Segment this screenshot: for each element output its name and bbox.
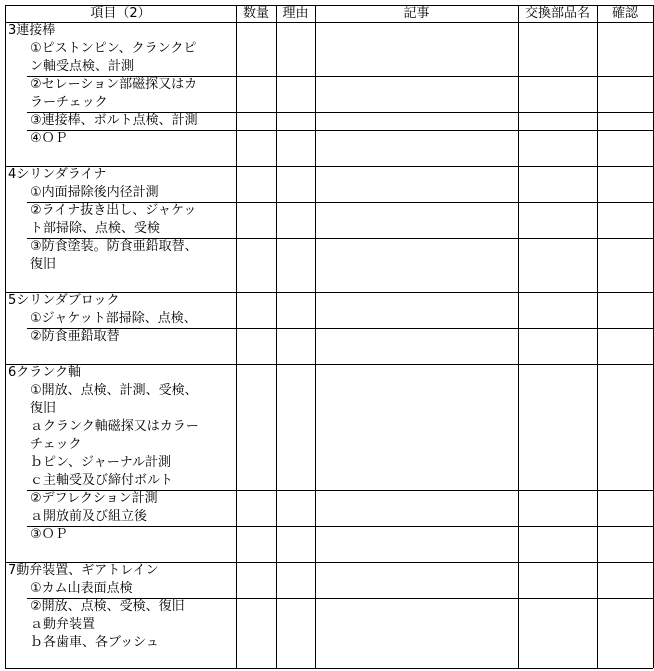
item-line: ②セレーション部磁探又はカ	[30, 77, 198, 92]
item-line: ④ＯＰ	[30, 131, 68, 146]
item-line: ①内面掃除後内径計測	[30, 185, 159, 200]
item-line: 復旧	[30, 401, 57, 416]
item-line: ①ジャケット部掃除、点検、	[30, 311, 197, 326]
section-title: 7動弁装置、ギアトレイン	[8, 563, 159, 578]
grid-line	[518, 5, 519, 668]
header-replaced-parts: 交換部品名	[524, 6, 590, 21]
item-line: ①開放、点検、計測、受検、	[30, 383, 198, 398]
grid-line	[27, 130, 653, 131]
header-reason: 理由	[282, 6, 309, 21]
header-confirm: 確認	[611, 6, 638, 21]
item-line: ②開放、点検、受検、復旧	[30, 599, 185, 614]
header-item: 項目（2）	[90, 6, 151, 21]
item-line: ラーチェック	[30, 95, 108, 110]
grid-line	[5, 5, 6, 668]
item-line: ②ライナ抜き出し、ジャケッ	[30, 203, 197, 218]
header-quantity: 数量	[242, 6, 269, 21]
item-line: ①カム山表面点検	[30, 581, 133, 596]
grid-line	[5, 668, 653, 669]
item-line: ン軸受点検、計測	[30, 59, 135, 74]
item-line: ａ開放前及び組立後	[30, 509, 148, 524]
header-notes: 記事	[403, 6, 430, 21]
item-line: ②防食亜鉛取替	[30, 329, 120, 344]
item-line: ③ＯＰ	[30, 527, 68, 542]
item-line: ｂピン、ジャーナル計測	[30, 455, 172, 470]
grid-line	[597, 5, 598, 668]
grid-line	[236, 5, 237, 668]
item-line: ｃ主軸受及び締付ボルト	[30, 473, 174, 488]
item-line: ａクランク軸磁探又はカラー	[30, 419, 199, 434]
section-title: 6クランク軸	[8, 365, 82, 380]
grid-line	[276, 5, 277, 668]
section-title: 5シリンダブロック	[8, 293, 120, 308]
item-line: ｂ各歯車、各ブッシュ	[30, 635, 159, 650]
grid-line	[27, 526, 653, 527]
item-line: ②デフレクション計測	[30, 491, 158, 506]
grid-line	[5, 364, 653, 365]
item-line: チェック	[30, 437, 82, 452]
item-line: ａ動弁装置	[30, 617, 96, 632]
section-title: 3連接棒	[8, 23, 56, 38]
section-title: 4シリンダライナ	[8, 167, 107, 182]
item-line: ③防食塗装。防食亜鉛取替、	[30, 239, 198, 254]
grid-line	[315, 5, 316, 668]
grid-line	[27, 328, 653, 329]
item-line: 復旧	[30, 257, 57, 272]
item-line: ③連接棒、ボルト点検、計測	[30, 113, 198, 128]
grid-line	[5, 22, 653, 23]
item-line: ト部掃除、点検、受検	[30, 221, 161, 236]
grid-line	[5, 5, 653, 6]
item-line: ①ピストンピン、クランクピ	[30, 41, 197, 56]
